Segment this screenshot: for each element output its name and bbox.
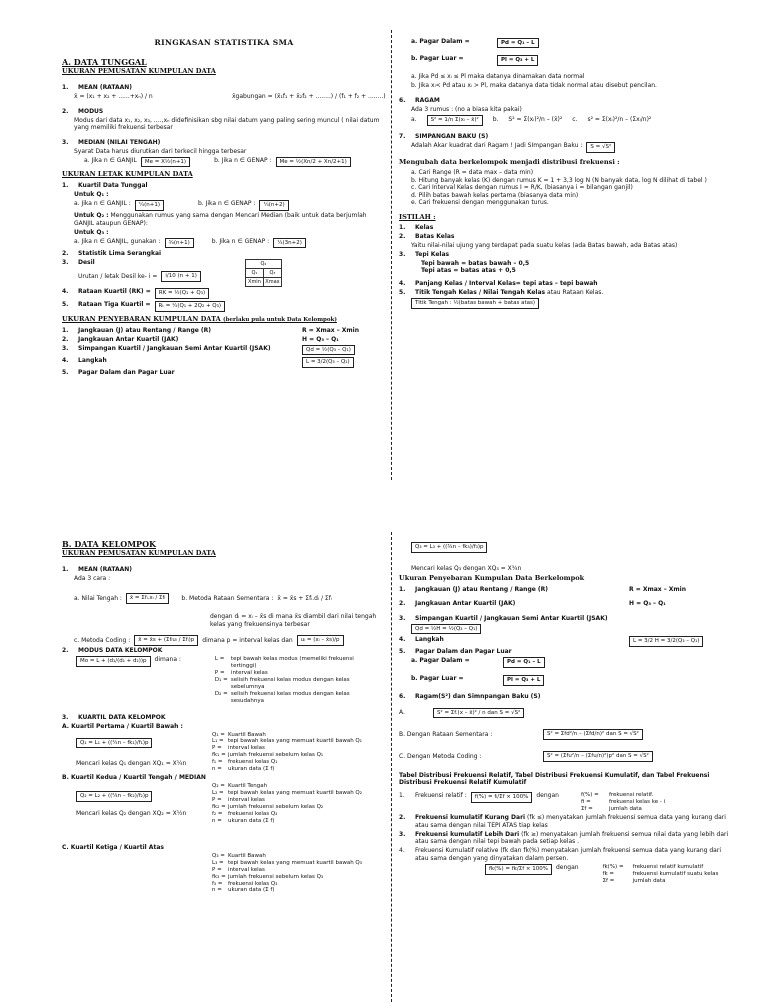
doc-title: RINGKASAN STATISTIKA SMA — [154, 38, 294, 47]
median-even-formula: Me = ½(Xn/2 + Xn/2+1) — [276, 157, 351, 168]
section-data-kelompok: B. DATA KELOMPOK UKURAN PEMUSATAN KUMPULAN DATA 1. MEAN (RATAAN) Ada 3 cara : a. Nilai Tengah : x̄ = Σfᵢ.xᵢ / Σfᵢ b. Metoda Rataan Sementara : x̄ = x̄s + Σfᵢ.dᵢ / Σfᵢ dengan dᵢ = xᵢ – x̄s di mana x̄s diambil dari nilai tengah kelas yang frekuensinya terbesar c. Metoda Coding : x̄ = x̄s + (Σfᵢuᵢ / Σfᵢ)p dimana p = interval kelas dan uᵢ = (xᵢ – x̄s)/p 2. MODUS DATA KELOMPOK Mo = L + (d₁/(d₁ + d₂))p dimana : L = tepi bawah kelas modus (memeliki frekuensi tertinggi) P = interval kelas D₁ = selisih frekuensi kelas modus dengan kelas sebelumnya D₂ = selisih frekuensi kelas modus dengan kelas sesudahnya 3. KUARTIL DATA KELOMPOK A. Kuartil Pertama / Kuartil Bawah : Q₁ = L₁ + ((¼n – fk₁)/f₁)p Mencari kelas Q₁ dengan XQ₁ = X¼n Q₁ = Kuartil Bawah L₁ = tepi bawah kelas yang memuat kuartil bawah Q₁ P = interval kelas fk₁ = jumlah frekuensi sebelum kelas Q₁ f₁ = frekuensi kelas Q₁ n = ukuran data (Σ f) B. Kuartil Kedua / Kuartil Tengah / MEDIAN Q₂ = L₂ + ((²⁄₄n – fk₂)/f₂)p Mencari kelas Q₂ dengan XQ₂ = X½n Q₂ = Kuartil Tengah L₂ = tepi bawah kelas yang memuat kuartil bawah Q₂ P = interval kelas fk₂ = jumlah frekuensi sebelum kelas Q₂ f₂ = frekuensi kelas Q₂ n = ukuran data (Σ f) C. Kuartil Ketiga / Kuartil Atas Q₃ = Kuartil Bawah L₃ = tepi bawah kelas yang memuat kuartil bawah Q₃ P = interval kelas fk₃ = jumlah frekuensi sebelum kelas Q₃ f₃ = frekuensi kelas Q₃ n = ukuran data (Σ f) — [62, 538, 386, 1004]
ubah-steps: a. Cari Range (R = data max – data min) b. Hitung banyak kelas (K) dengan rumus K = 1 + 3,3 log N (N banyak data, log N dilihat di tabel ) c. Cari Interval Kelas dengan rumus I = R/K, (biasanya i = bilangan ganjil) d. Pilih batas bawah kelas pertama (biasanya data min) e. Cari frekuensi dengan menggunakan turus. — [411, 169, 707, 207]
q3-definitions: Q₃ = Kuartil Bawah L₃ = tepi bawah kelas yang memuat kuartil bawah Q₃ P = interval kelas fk₃ = jumlah frekuensi sebelum kelas Q₃ f₃ = frekuensi kelas Q₃ n = ukuran data (Σ f) — [212, 853, 362, 894]
tabel-heading: Tabel Distribusi Frekuensi Relatif, Tabel Distribusi Frekuensi Kumulatif, dan Tabel Frekuensi Distribusi Frekuensi Relatif Kumulatif — [399, 771, 710, 787]
simpangan-baku-formula: S = √S² — [586, 142, 615, 153]
rk-formula: RK = ½(Q₁ + Q₃) — [155, 288, 209, 299]
q1-kelompok-formula: Q₁ = L₁ + ((¼n – fk₁)/f₁)p — [76, 738, 152, 749]
ubah-heading: Mengubah data berkelompok menjadi distribusi frekuensi : — [399, 158, 620, 166]
column-divider-bottom — [391, 532, 392, 1002]
subheading-letak: UKURAN LETAK KUMPULAN DATA — [62, 170, 193, 179]
desil-formula: i/10 (n + 1) — [161, 271, 201, 282]
ragam-formulas: a. S² = 1/n Σ(xᵢ – x̄)² b. S² = Σ(xᵢ)²/n – (x̄)² c. s² = Σ(xᵢ)²/n – (Σxᵢ/n)² — [399, 115, 729, 126]
item-median: 3. MEDIAN (NILAI TENGAH) — [62, 138, 161, 146]
titik-tengah-formula: Titik Tengah : ½(batas bawah + batas atas) — [411, 298, 539, 309]
modus-kelompok-formula: Mo = L + (d₁/(d₁ + d₂))p — [76, 656, 151, 667]
istilah-heading: ISTILAH : — [399, 212, 436, 221]
heading-data-kelompok: B. DATA KELOMPOK — [62, 539, 156, 549]
median-odd-formula: Me = X½(n+1) — [141, 157, 190, 168]
pagar-dalam-formula: Pd = Q₁ – L — [497, 38, 539, 49]
section-right-top: a. Pagar Dalam = Pd = Q₁ – L b. Pagar Luar = Pl = Q₃ + L a. Jika Pd ≤ xᵢ ≤ Pl maka datanya dinamakan data normal b. Jika xᵢ< Pd atau xᵢ > Pl, maka datanya data tidak normal atau disebut pencilan. 6. RAGAM Ada 3 rumus : (no a biasa kita pakai) a. S² = 1/n Σ(xᵢ – x̄)² b. S² = Σ(xᵢ)²/n – (x̄)² c. s² = Σ(xᵢ)²/n – (Σxᵢ/n)² 7. SIMPANGAN BAKU (S) Adalah Akar kuadrat dari Ragam ! Jadi SImpangan Baku : S = √S² Mengubah data berkelompok menjadi distribusi frekuensi : a. Cari Range (R = data max – data min) b. Hitung banyak kelas (K) dengan rumus K = 1 + 3,3 log N (N banyak data, log N dilihat di tabel ) c. Cari Interval Kelas dengan rumus I = R/K, (biasanya i = bilangan ganjil) d. Pilih batas bawah kelas pertama (biasanya data min) e. Cari frekuensi dengan menggunakan turus. ISTILAH : 1. Kelas 2. Batas Kelas Yaitu nilai-nilai ujung yang terdapat pada suatu kelas (ada Batas bawah, ada Batas atas) 3. Tepi Kelas Tepi bawah = batas bawah – 0,5 Tepi atas = batas atas + 0,5 4. Panjang Kelas / Interval Kelas= tepi atas – tepi bawah 5. Titik Tengah Kelas / Nilai Tengah Kelas atau Rataan Kelas. Titik Tengah : ½(batas bawah + batas atas) — [399, 36, 729, 486]
q3-kelompok-formula: Q₃ = L₃ + ((¾n – fk₃)/f₃)p — [411, 542, 487, 553]
q1-definitions: Q₁ = Kuartil Bawah L₁ = tepi bawah kelas yang memuat kuartil bawah Q₁ P = interval kelas fk₁ = jumlah frekuensi sebelum kelas Q₁ f₁ = frekuensi kelas Q₁ n = ukuran data (Σ f) — [212, 731, 362, 772]
five-number-summary-table: Q₂ Q₁ Q₃ Xmin Xmax — [245, 259, 282, 287]
subheading-penyebaran: UKURAN PENYEBARAN KUMPULAN DATA (berlaku pula untuk Data Kelompok) — [62, 314, 337, 323]
mean-formulas: x̄ = (x₁ + x₂ + ......+xₙ) / n x̄gabungan = (x̄₁f₁ + x̄₂f₂ + ........) / (f₁ + f₂ + ........) — [74, 93, 386, 101]
q2-definitions: Q₂ = Kuartil Tengah L₂ = tepi bawah kelas yang memuat kuartil bawah Q₂ P = interval kelas fk₂ = jumlah frekuensi sebelum kelas Q₂ f₂ = frekuensi kelas Q₂ n = ukuran data (Σ f) — [212, 783, 362, 824]
rt-formula: Rₜ = ¼(Q₁ + 2Q₂ + Q₃) — [155, 301, 225, 312]
pagar-luar-formula: Pl = Q₃ + L — [497, 55, 538, 66]
q2-kelompok-formula: Q₂ = L₂ + ((²⁄₄n – fk₂)/f₂)p — [76, 791, 152, 802]
median-cases: a. Jika n ∈ GANJIL Me = X½(n+1) b. Jika n ∈ GENAP : Me = ½(Xn/2 + Xn/2+1) — [62, 157, 386, 168]
modus-definitions: L = tepi bawah kelas modus (memeliki frekuensi tertinggi) P = interval kelas D₁ = selisih frekuensi kelas modus dengan kelas sebelumnya D₂ = selisih frekuensi kelas modus dengan kelas sesudahnya — [214, 656, 354, 704]
section-right-bottom: Q₃ = L₃ + ((¾n – fk₃)/f₃)p Mencari kelas Q₃ dengan XQ₃ = X¾n Ukuran Penyebaran Kumpulan Data Berkelompok 1. Jangkauan (J) atau Rentang / Range (R) R = Xmax – Xmin 2. Jangkauan Antar Kuartil (JAK) H = Q₃ – Q₁ 3. Simpangan Kuartil / Jangkauan Semi Antar Kuartil (JSAK) Qd = ½H = ½(Q₃ – Q₁) 4. Langkah L = 3/2 H = 3/2(Q₃ – Q₁) 5. Pagar Dalam dan Pagar Luar a. Pagar Dalam = Pd = Q₁ – L b. Pagar Luar = Pl = Q₃ + L 6. Ragam(S²) dan Simnpangan Baku (S) A. S² = Σf.(x – x̄)² / n dan S = √S² B. Dengan Rataan Sementara : S² = Σfd²/n – (Σfd/n)² dan S = √S² C. Dengan Metoda Coding : S² = (Σfu²/n – (Σfu/n)²)p² dan S = √S² Tabel Distribusi Frekuensi Relatif, Tabel Distribusi Frekuensi Kumulatif, dan Tabel Frekuensi Distribusi Frekuensi Relatif Kumulatif 1. Frekuensi relatif : f(%) = fᵢ/Σf × 100% dengan f(%) = frekuensi relatif. fi = frekuensi kelas ke - i Σf = jumlah data 2. Frekuensi kumulatif Kurang Dari (fk ≤) menyatakan jumlah frekuensi semua data yang kurang dari atau sama dengan nilai TEPI ATAS tiap kelas 3. Frekuensi kumulatif Lebih Dari (fk ≥) menyatakan jumlah frekuensi semua nilai data yang lebih dari atau sama dengan nilai tepi bawah pada setiap kelas . 4. Frekuensi Kumulatif relative (fk dan fk(%) menyatakan jumlah frekuensi semua data yang kurang dari atau sama dengan yang dinyatakan dalam persen. fk(%) = fk/Σf × 100% dengan fk(%) = frekuensi relatif kumulatif fk = frekuensi kumulatif suatu kelas Σf = jumlah data — [399, 544, 729, 884]
column-divider-top — [391, 30, 392, 480]
heading-data-tunggal: A. DATA TUNGGAL — [62, 57, 147, 68]
item-mean: 1. MEAN (RATAAN) — [62, 84, 133, 92]
item-modus: 2. MODUS — [62, 107, 104, 115]
subheading-pemusatan: UKURAN PEMUSATAN KUMPULAN DATA — [62, 67, 216, 76]
section-data-tunggal: RINGKASAN STATISTIKA SMA A. DATA TUNGGAL UKURAN PEMUSATAN KUMPULAN DATA 1. MEAN (RATAAN) x̄ = (x₁ + x₂ + ......+xₙ) / n x̄gabungan = (x̄₁f₁ + x̄₂f₂ + ........) / (f₁ + f₂ + ........) 2. MODUS Modus dari data x₁, x₂, x₃, ….,xₙ didefinisikan sbg nilai datum yang paling sering muncul ( nilai datum yang memiliki frekuensi terbesar 3. MEDIAN (NILAI TENGAH) Syarat Data harus diurutkan dari terkecil hingga terbesar a. Jika n ∈ GANJIL Me = X½(n+1) b. Jika n ∈ GENAP : Me = ½(Xn/2 + Xn/2+1) UKURAN LETAK KUMPULAN DATA 1. Kuartil Data Tunggal Untuk Q₁ : a. Jika n ∈ GANJIL : ¼(n+1) b. Jika n ∈ GENAP : ¼(n+2) Untuk Q₂ : Menggunakan rumus yang sama dengan Mencari Median (baik untuk data berjumlah GANJIL ataupun GENAP): Untuk Q₃ : a. Jika n ∈ GANJIL, gunakan : ¾(n+1) b. Jika n ∈ GENAP : ¼(3n+2) 2. Statistik Lima Serangkai 3. Desil Urutan / letak Desil ke- i = i/10 (n + 1) Q₂ Q₁ Q₃ Xmin Xmax 4. Rataan Kuartil (RK) = RK = ½(Q₁ + Q₃) 5. Rataan Tiga Kuartil = Rₜ = ¼(Q₁ + 2Q₂ + Q₃) UKURAN PENYEBARAN KUMPULAN DATA (berlaku pula untuk Data Kelompok) 1. Jangkauan (J) atau Rentang / Range (R) R = Xmax – Xmin 2. Jangkauan Antar Kuartil (JAK) H = Q₃ – Q₁ 3. Simpangan Kuartil / Jangkauan Semi Antar Kuartil (JSAK) Qd = ½(Q₃ – Q₁) 4. Langkah L = 3/2(Q₃ – Q₁) 5. Pagar Dalam dan Pagar Luar — [62, 38, 386, 377]
